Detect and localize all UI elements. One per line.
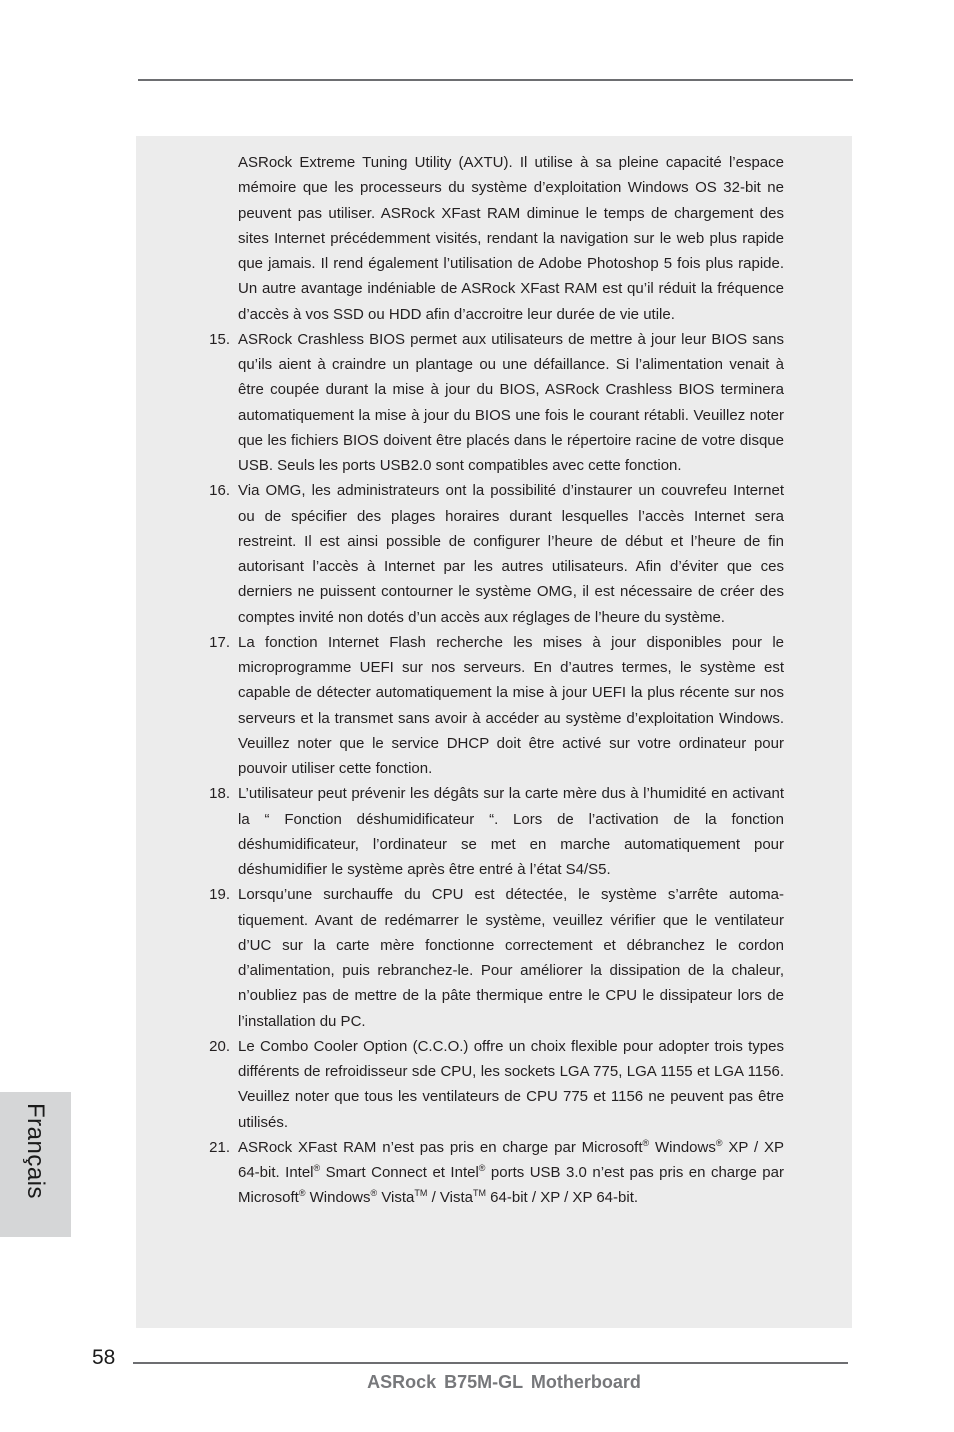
list-item [200,1135,784,1211]
top-divider [138,79,853,81]
list-item-text: ASRock Extreme Tuning Utility (AXTU). Il utilise à sa pleine capacité l’espace mémoire que les processeurs du système d’exploitation Windows OS 32-bit ne peuvent pas utiliser. ASRock XFast RAM diminue le temps de chargement des sites Internet précédemment visités, rendant la navigation sur le web plus rapide que jamais. Il rend également l’utilisation de Adobe Photoshop 5 fois plus rapide. Un autre avantage indéniable de ASRock XFast RAM est qu’il réduit la fréquence d’accès à vos SSD ou HDD afin d’accroitre leur durée de vie utile. [238,154,784,323]
list-item-text: L’utilisateur peut prévenir les dégâts sur la carte mère dus à l’humidité en activant la “ Fonction déshumidificateur “. Lors de l’activation de la fonction déshumidificateur, l’ordinateur se met en marche automatiquement pour déshumidifier le système après être entré à l’état S4/S5. [238,785,784,878]
list-item-number: 16. [209,482,230,500]
bottom-divider [133,1362,848,1364]
feature-list [200,150,784,1211]
list-item-text: Le Combo Cooler Option (C.C.O.) offre un choix flexible pour adopter trois types différents de refroidisseur sde CPU, les sockets LGA 775, LGA 1155 et LGA 1156. Veuillez noter que tous les ventilateurs de CPU 775 et 1156 ne peuvent pas être utilisés. [238,1037,784,1131]
list-item [200,150,784,327]
page-number: 58 [92,1346,116,1369]
list-item [200,327,784,479]
list-item [200,882,784,1034]
list-item [200,630,784,782]
list-item [200,781,784,882]
list-item-number: 15. [209,330,230,348]
list-item-text: ASRock Crashless BIOS permet aux utilisateurs de mettre à jour leur BIOS sans qu’ils aient à craindre un plantage ou une défaillance. Si l’alimentation venait à être coupée durant la mise à jour du BIOS, ASRock Crashless BIOS terminera automatiquement la mise à jour du BIOS une fois le courant rétabli. Veuillez noter que les fichiers BIOS doivent être placés dans le répertoire racine de votre disque USB. Seuls les ports USB2.0 sont compatibles avec cette fonction. [238,330,784,474]
list-item-text: La fonction Internet Flash recherche les mises à jour disponibles pour le microprogramme UEFI sur nos serveurs. En d’autres termes, le système est capable de détecter automatiquement la mise à jour UEFI la plus récente sur nos serveurs et la transmet sans avoir à accéder au système d’exploitation Windows. Veuillez noter que le service DHCP doit être activé sur votre ordinateur pour pouvoir utiliser cette fonction. [238,633,784,777]
list-item-number: 17. [209,633,230,651]
list-item [200,1034,784,1135]
list-item-text: Lorsqu’une surchauffe du CPU est détectée, le système s’arrête automatiquement. Avant de redémarrer le système, veuillez vérifier que le ventilateur d’UC sur la carte mère fonctionne correctement et débranchez le cordon d’alimentation, puis rebranchez-le. Pour améliorer la dissipation de la chaleur, n’oubliez pas de mettre de la pâte thermique entre le CPU le dissipateur lors de l’installation du PC. [238,886,784,1030]
list-item [200,478,784,630]
language-tab-label: Français [22,1102,49,1200]
list-item-number: 19. [209,886,230,904]
list-item-number: 18. [209,785,230,803]
list-item-number: 21. [209,1138,230,1156]
footer-title: ASRock B75M-GL Motherboard [367,1372,641,1392]
list-item-text: ASRock XFast RAM n’est pas pris en charge par Microsoft® Windows® XP / XP 64-bit. Intel® Smart Connect et Intel® ports USB 3.0 n’est pas pris en charge par Microsoft® Windows® Vista™ / Vista™ 64-bit / XP / XP 64-bit. [238,1137,785,1207]
list-item-text: Via OMG, les administrateurs ont la possibilité d’instaurer un couvrefeu Internet ou de spécifier des plages horaires durant lesquelles l’accès Internet sera restreint. Il est ainsi possible de configurer l’heure de début et l’heure de fin autorisant l’accès à Internet par les autres utilisateurs. Afin d’éviter que ces derniers ne puissent contourner le système OMG, il est nécessaire de créer des comptes invité non dotés d’un accès aux réglages de l’heure du système. [238,482,784,626]
list-item-number: 20. [209,1037,230,1055]
